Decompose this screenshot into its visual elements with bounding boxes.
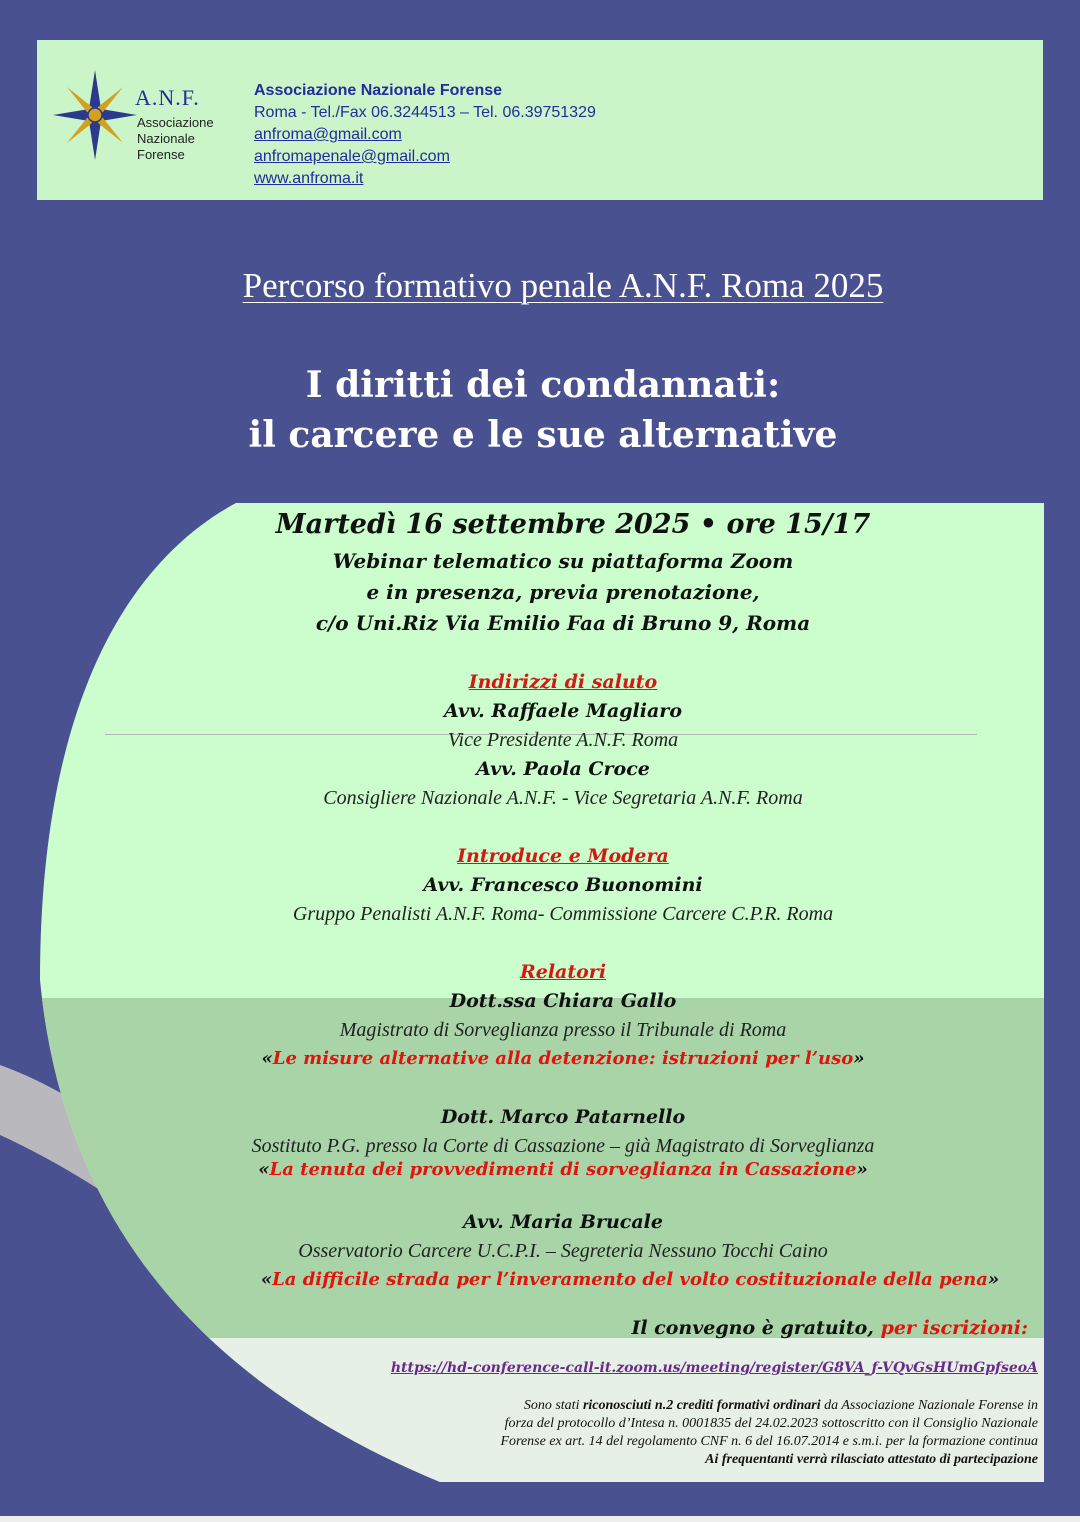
greeting-speaker-name: Avv. Raffaele Magliaro (443, 700, 682, 722)
registration-url-link[interactable]: https://hd-conference-call-it.zoom.us/meeting/register/G8VA_f-VQvGsHUmGpfseoA (390, 1360, 1038, 1376)
speaker-name: Dott.ssa Chiara Gallo (449, 990, 677, 1012)
speaker-role: Sostituto P.G. presso la Corte di Cassazione – già Magistrato di Sorveglianza (251, 1135, 875, 1157)
credits-line: forza del protocollo d’Intesa n. 0001835 del 24.02.2023 sottoscritto con il Consiglio Nazionale (504, 1416, 1038, 1431)
speaker-role: Magistrato di Sorveglianza presso il Tribunale di Roma (339, 1019, 787, 1041)
logo-line: Forense (137, 147, 185, 162)
org-name: Associazione Nazionale Forense (254, 82, 503, 99)
main-title (3, 360, 1080, 460)
free-text: Il convegno è gratuito, (631, 1317, 874, 1339)
moderator-name: Avv. Francesco Buonomini (423, 874, 703, 896)
credits-line1-rest: da Associazione Nazionale Forense in (824, 1398, 1038, 1413)
logo-line: Associazione (137, 115, 214, 130)
logo-title: A.N.F. (135, 85, 200, 110)
credits-bold: riconosciuti n.2 crediti formativi ordinari (582, 1398, 821, 1413)
speaker-talk-title: La difficile strada per l’inveramento del volto costituzionale della pena (272, 1269, 988, 1290)
moderator-role: Gruppo Penalisti A.N.F. Roma- Commissione Carcere C.P.R. Roma (292, 903, 834, 925)
greeting-speaker-role: Consigliere Nazionale A.N.F. - Vice Segretaria A.N.F. Roma (323, 787, 803, 809)
logo-subtitle (137, 115, 214, 163)
speaker-talk-title: Le misure alternative alla detenzione: istruzioni per l’uso (272, 1048, 854, 1069)
credits-prefix: Sono stati (523, 1398, 580, 1413)
logo-line: Nazionale (137, 131, 195, 146)
speaker-talk-title: La tenuta dei provvedimenti di sorveglianza in Cassazione (269, 1159, 857, 1180)
email-link-2[interactable]: anfromapenale@gmail.com (254, 148, 450, 165)
credits-note (0, 1397, 1038, 1469)
event-details (23, 546, 1080, 639)
credits-line (0, 1451, 1038, 1469)
series-title: Percorso formativo penale A.N.F. Roma 2025 (242, 266, 884, 305)
credits-line: Forense ex art. 14 del regolamento CNF n. 6 del 16.07.2014 e s.m.i. per la formazione continua (500, 1434, 1038, 1449)
event-line: c/o Uni.Riz Via Emilio Faa di Bruno 9, Roma (315, 611, 811, 635)
greeting-speaker-name: Avv. Paola Croce (476, 758, 650, 780)
event-line: Webinar telematico su piattaforma Zoom (332, 549, 794, 573)
main-title-line: il carcere e le sue alternative (248, 414, 838, 456)
speaker-talk: «Le misure alternative alla detenzione: istruzioni per l’uso» (261, 1048, 865, 1069)
credits-attestation: Ai frequentanti verrà rilasciato attestato di partecipazione (705, 1452, 1038, 1467)
phone-line: Roma - Tel./Fax 06.3244513 – Tel. 06.39751329 (254, 104, 596, 121)
event-date: Martedì 16 settembre 2025 • ore 15/17 (275, 509, 871, 540)
email-link-1[interactable]: anfroma@gmail.com (254, 126, 402, 143)
speaker-talk: «La difficile strada per l’inveramento del volto costituzionale della pena» (260, 1269, 1000, 1290)
speaker-talk: «La tenuta dei provvedimenti di sorveglianza in Cassazione» (258, 1159, 868, 1180)
speaker-name: Avv. Maria Brucale (463, 1211, 663, 1233)
registration-line (0, 1317, 1028, 1339)
signup-text: per iscrizioni: (880, 1317, 1028, 1339)
header-contact (254, 80, 596, 190)
event-line: e in presenza, previa prenotazione, (366, 580, 760, 604)
bottom-strip (0, 1516, 1080, 1522)
moderator-heading: Introduce e Modera (457, 845, 669, 867)
greeting-speaker-role: Vice Presidente A.N.F. Roma (447, 729, 679, 751)
website-link[interactable]: www.anfroma.it (254, 170, 364, 187)
main-title-line: I diritti dei condannati: (305, 364, 781, 406)
speaker-name: Dott. Marco Patarnello (440, 1106, 686, 1128)
speakers-heading: Relatori (519, 961, 607, 983)
speaker-role: Osservatorio Carcere U.C.P.I. – Segreteria Nessuno Tocchi Caino (298, 1240, 828, 1262)
credits-line (0, 1397, 1038, 1415)
greetings-heading: Indirizzi di saluto (468, 671, 658, 693)
